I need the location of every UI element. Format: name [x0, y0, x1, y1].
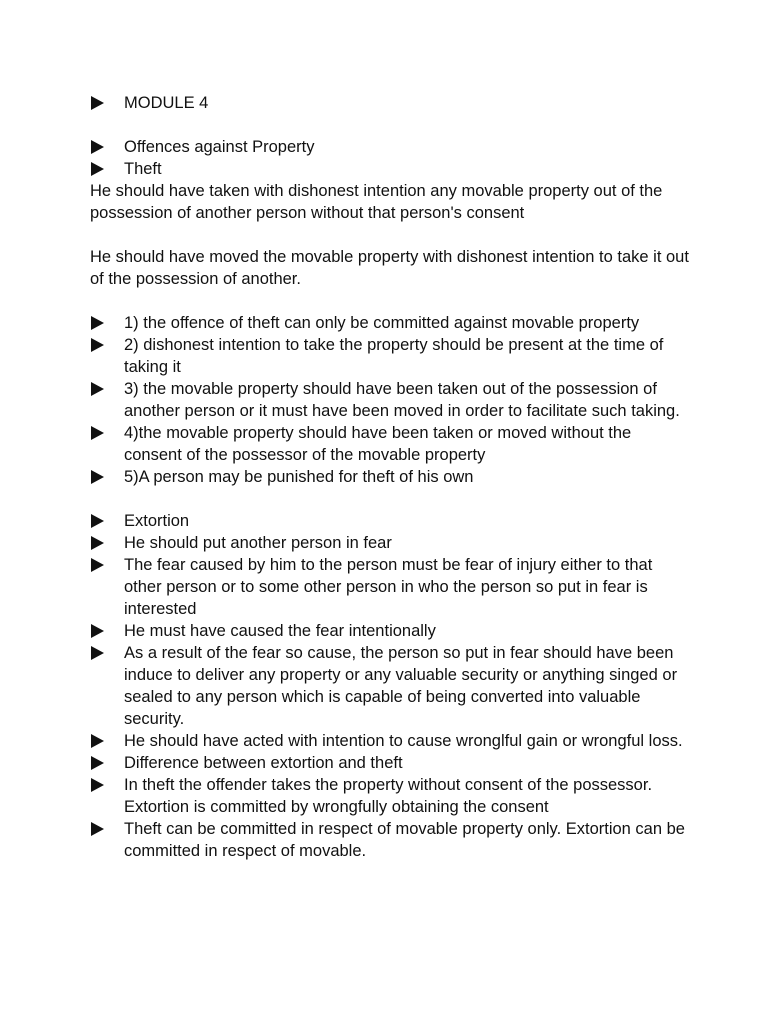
- theft-paragraph: He should have moved the movable property with dishonest intention to take it out of the possession of another.: [90, 248, 689, 288]
- extortion-point: [90, 620, 690, 642]
- module-heading: [90, 92, 690, 114]
- bullet-text: He must have caused the fear intentionally: [124, 622, 436, 640]
- arrow-bullet-icon: [90, 466, 124, 488]
- extortion-point: [90, 554, 690, 620]
- theft-point: [90, 312, 690, 334]
- theft-point: [90, 378, 690, 422]
- bullet-text: 2) dishonest intention to take the property should be present at the time of taking it: [124, 336, 664, 376]
- arrow-bullet-icon: [90, 554, 124, 576]
- bullet-text: Theft can be committed in respect of movable property only. Extortion can be committed in respect of movable.: [124, 820, 685, 860]
- theft-point: [90, 422, 690, 466]
- arrow-bullet-icon: [90, 136, 124, 158]
- theft-point: [90, 466, 690, 488]
- bullet-text: Theft: [124, 160, 162, 178]
- spacer: [90, 224, 690, 246]
- spacer: [90, 114, 690, 136]
- arrow-bullet-icon: [90, 312, 124, 334]
- bullet-text: Offences against Property: [124, 138, 315, 156]
- arrow-bullet-icon: [90, 510, 124, 532]
- spacer: [90, 290, 690, 312]
- arrow-bullet-icon: [90, 752, 124, 774]
- document-body: [90, 92, 690, 862]
- theft-paragraph: He should have taken with dishonest intention any movable property out of the possession of another person without that person's consent: [90, 182, 663, 222]
- arrow-bullet-icon: [90, 532, 124, 554]
- theft-point: [90, 334, 690, 378]
- arrow-bullet-icon: [90, 730, 124, 752]
- extortion-point: [90, 730, 690, 752]
- bullet-item: [90, 158, 690, 180]
- spacer: [90, 488, 690, 510]
- bullet-text: He should have acted with intention to cause wronglful gain or wrongful loss.: [124, 732, 683, 750]
- arrow-bullet-icon: [90, 334, 124, 356]
- bullet-text: As a result of the fear so cause, the person so put in fear should have been induce to deliver any property or any valuable security or anything singed or sealed to any person which is capable of being converted into valuable security.: [124, 644, 678, 728]
- bullet-item: [90, 136, 690, 158]
- arrow-bullet-icon: [90, 92, 124, 114]
- arrow-bullet-icon: [90, 422, 124, 444]
- bullet-text: The fear caused by him to the person must be fear of injury either to that other person or to some other person in who the person so put in fear is interested: [124, 556, 653, 618]
- extortion-point: [90, 818, 690, 862]
- bullet-text: Extortion: [124, 512, 190, 530]
- arrow-bullet-icon: [90, 378, 124, 400]
- arrow-bullet-icon: [90, 774, 124, 796]
- bullet-text: 1) the offence of theft can only be committed against movable property: [124, 314, 640, 332]
- arrow-bullet-icon: [90, 642, 124, 664]
- bullet-text: 4)the movable property should have been taken or moved without the consent of the possessor of the movable property: [124, 424, 632, 464]
- arrow-bullet-icon: [90, 620, 124, 642]
- bullet-text: Difference between extortion and theft: [124, 754, 403, 772]
- extortion-point: [90, 510, 690, 532]
- extortion-point: [90, 532, 690, 554]
- bullet-text: In theft the offender takes the property without consent of the possessor. Extortion is committed by wrongfully obtaining the consent: [124, 776, 653, 816]
- bullet-text: 5)A person may be punished for theft of his own: [124, 468, 474, 486]
- extortion-point: [90, 642, 690, 730]
- heading-text: MODULE 4: [124, 94, 209, 112]
- extortion-point: [90, 774, 690, 818]
- arrow-bullet-icon: [90, 818, 124, 840]
- bullet-text: 3) the movable property should have been taken out of the possession of another person or it must have been moved in order to facilitate such taking.: [124, 380, 680, 420]
- extortion-point: [90, 752, 690, 774]
- bullet-text: He should put another person in fear: [124, 534, 392, 552]
- arrow-bullet-icon: [90, 158, 124, 180]
